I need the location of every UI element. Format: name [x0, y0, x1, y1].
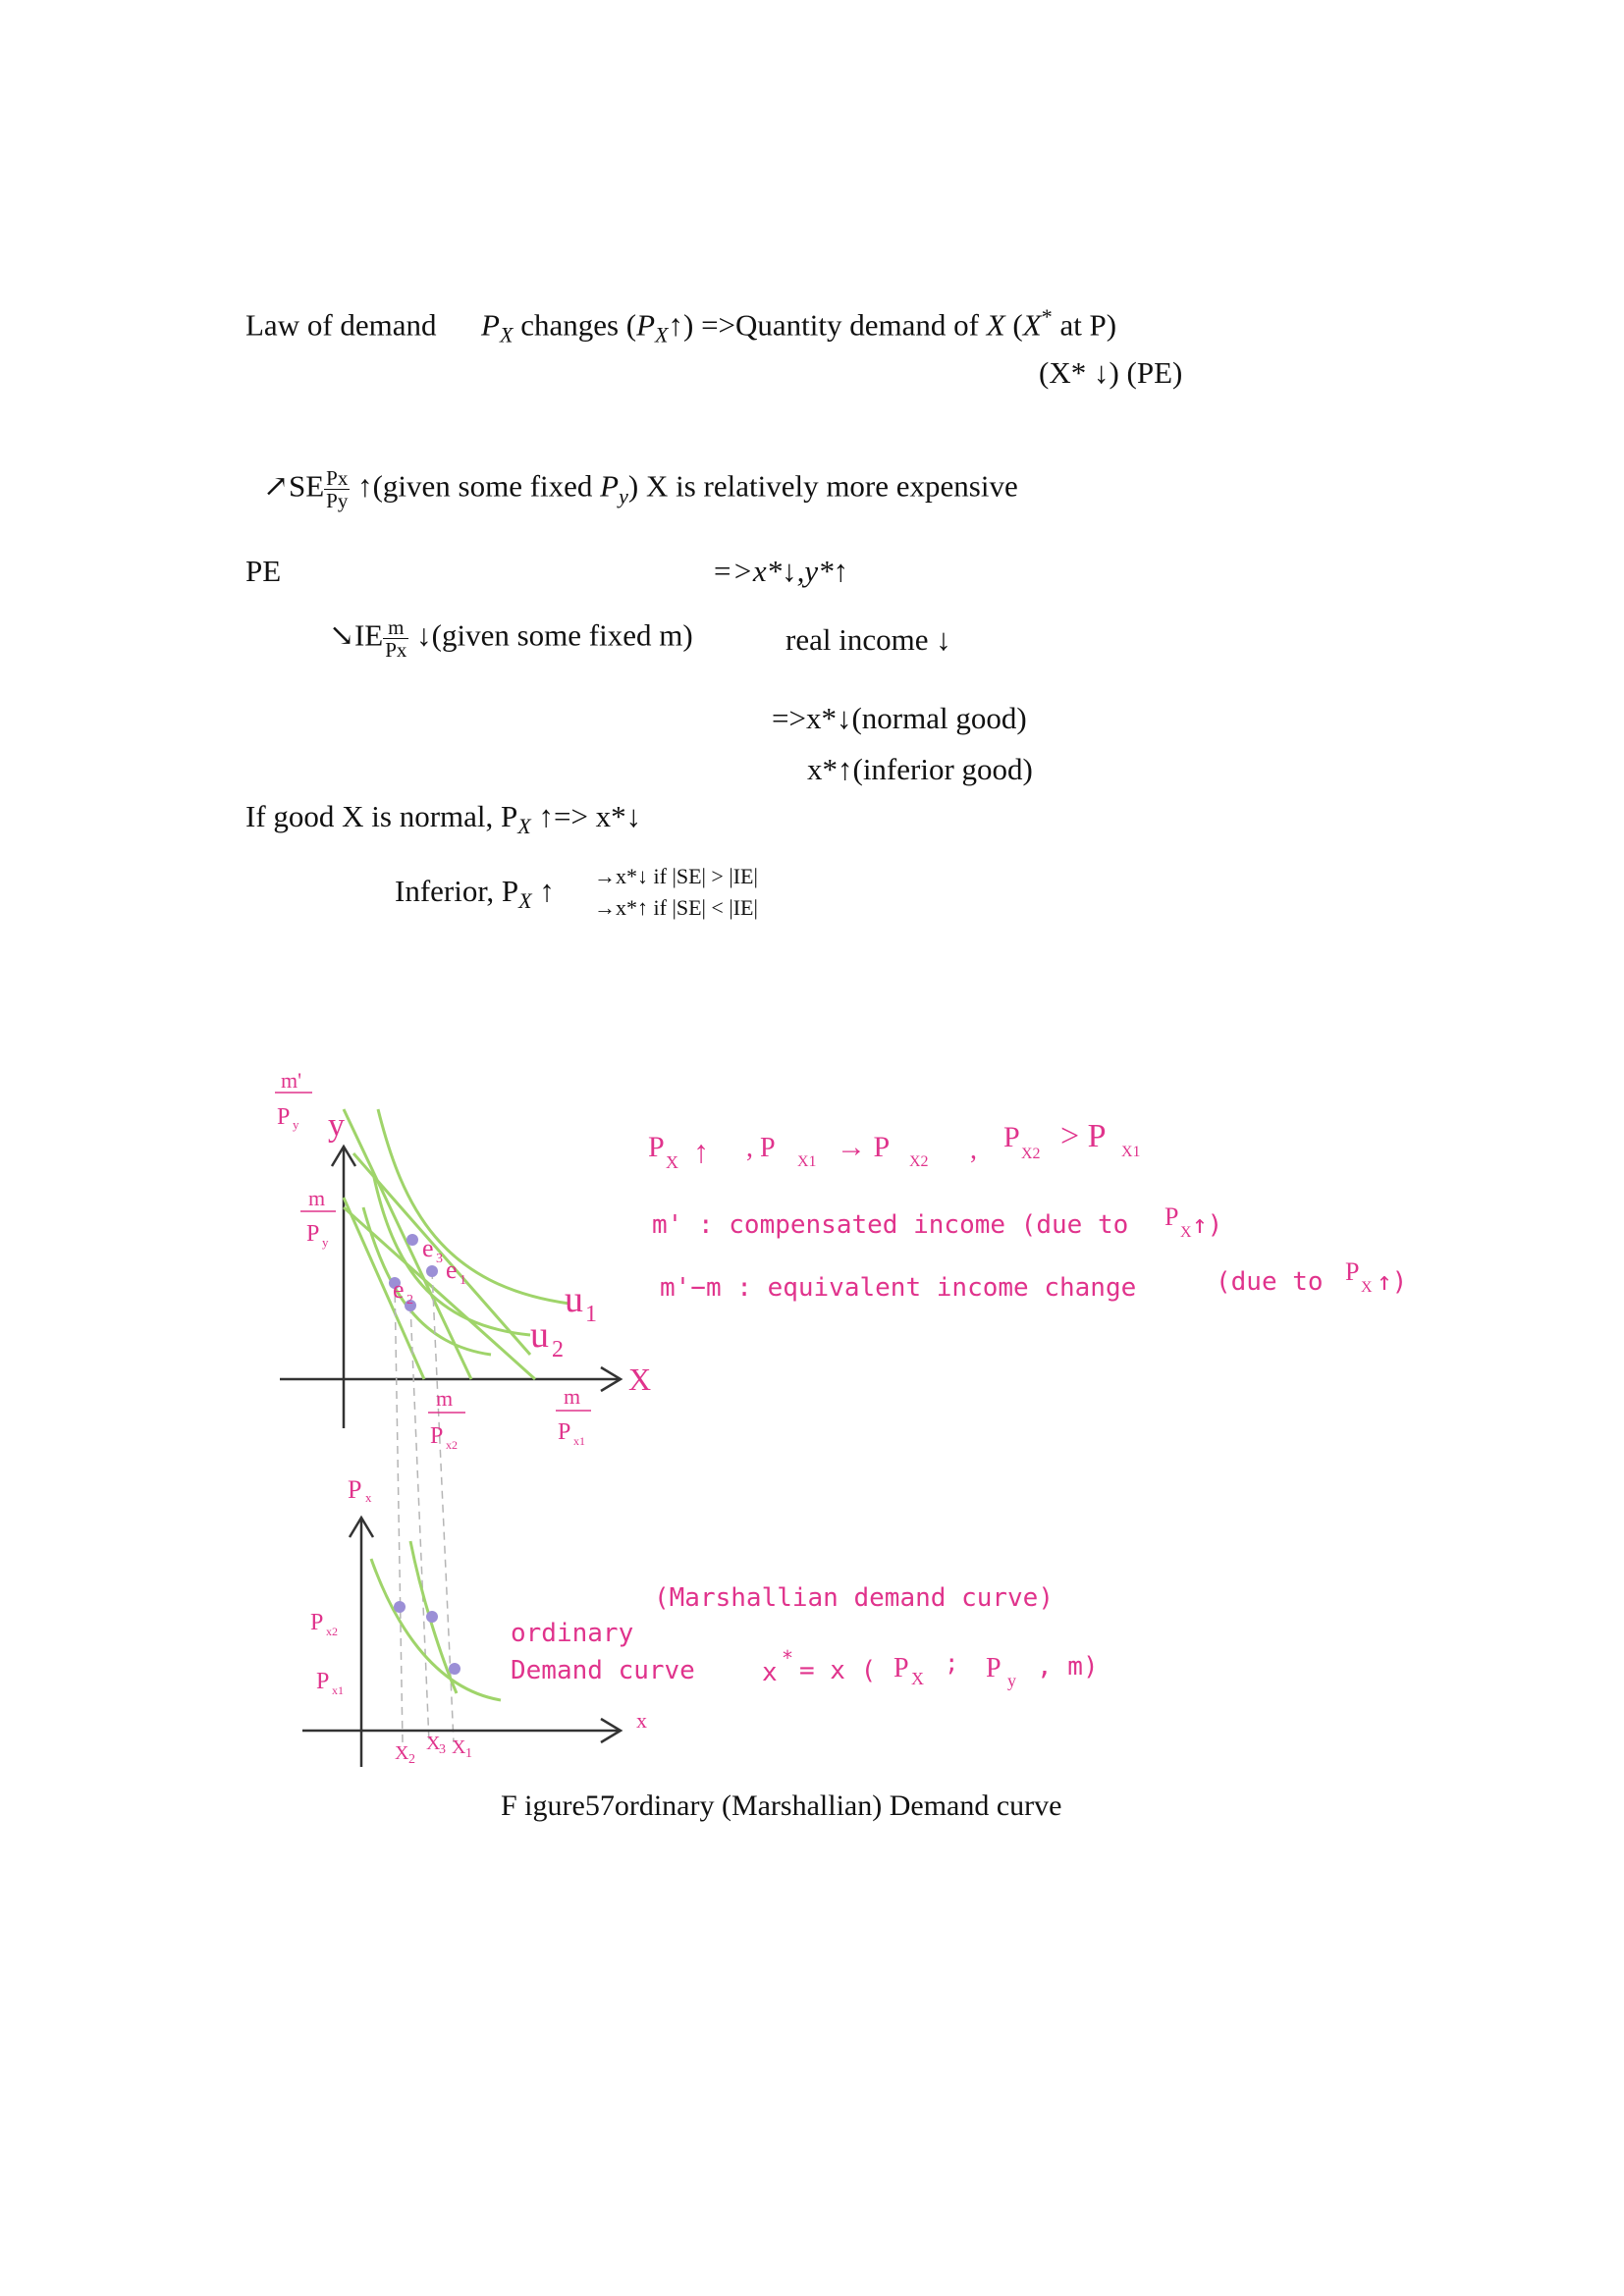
demand-curve: [371, 1559, 501, 1700]
svg-text:3: 3: [436, 1252, 443, 1266]
svg-text:2: 2: [406, 1293, 413, 1308]
dash-x2: [395, 1281, 403, 1742]
svg-text:X: X: [426, 1733, 441, 1754]
svg-text:m' : compensated income (due t: m' : compensated income (due to: [652, 1210, 1129, 1240]
svg-text:m: m: [436, 1386, 454, 1411]
label-lower-x-axis: x: [636, 1708, 647, 1733]
label-px2: [310, 1610, 338, 1638]
svg-text:X1: X1: [797, 1153, 817, 1170]
svg-text:, m): , m): [1037, 1652, 1099, 1682]
substitution-effect-line: ↗SE $\frac{Px}{Py}$ ↑(given some fixed $P_y$) X is relatively more expensive: [263, 466, 1018, 513]
pe-label: PE: [245, 554, 282, 588]
dot-px1-x1: [449, 1663, 460, 1675]
svg-text:X2: X2: [909, 1153, 929, 1170]
svg-text:x: x: [762, 1658, 778, 1687]
svg-text:→ P: → P: [837, 1131, 891, 1163]
svg-text:↑): ↑): [1192, 1210, 1223, 1240]
label-demand-curve: Demand curve: [511, 1656, 695, 1685]
svg-text:m': m': [281, 1068, 302, 1093]
svg-text:2: 2: [552, 1337, 564, 1362]
svg-text:P: P: [430, 1423, 444, 1449]
dot-px2-x3: [426, 1611, 438, 1623]
svg-text:m'−m : equivalent income chang: m'−m : equivalent income change: [660, 1273, 1137, 1303]
svg-text:X: X: [395, 1742, 409, 1764]
svg-text:m: m: [564, 1384, 581, 1409]
label-px1: [316, 1669, 344, 1697]
svg-text:P: P: [558, 1419, 571, 1445]
normal-good-line: =>x*↓(normal good): [772, 701, 1027, 735]
svg-text:↑: ↑: [693, 1134, 709, 1169]
label-u1: [565, 1279, 597, 1327]
svg-text:X1: X1: [1121, 1144, 1141, 1160]
svg-text:> P: > P: [1060, 1118, 1107, 1154]
svg-text:e: e: [422, 1234, 434, 1262]
m-over-px-fraction: $\frac{m}{Px}$: [385, 615, 407, 663]
dot-e3: [406, 1234, 418, 1246]
if-good-normal-line: If good X is normal, $P_X$ ↑=> x*↓: [245, 799, 642, 839]
indifference-curve-u1: [378, 1109, 569, 1304]
label-x1: [452, 1736, 472, 1761]
svg-text:u: u: [565, 1279, 583, 1320]
inferior-case-2: →x*↑ if |SE| < |IE|: [594, 895, 758, 920]
svg-text:1: 1: [585, 1302, 597, 1327]
svg-text:x2: x2: [326, 1625, 338, 1638]
notes-line-2: [652, 1202, 1222, 1241]
svg-text:3: 3: [439, 1742, 446, 1757]
pe-result: =>x*↓,y*↑: [712, 554, 849, 588]
notes-line-3: [660, 1257, 1407, 1303]
svg-text:= x (: = x (: [799, 1656, 877, 1685]
svg-text:x: x: [365, 1490, 372, 1505]
label-marshallian: (Marshallian demand curve): [654, 1583, 1054, 1613]
svg-text:X: X: [911, 1669, 924, 1688]
svg-text:P: P: [316, 1669, 330, 1694]
svg-text:P: P: [986, 1653, 1001, 1683]
svg-text:P: P: [1164, 1202, 1179, 1231]
svg-text:P: P: [648, 1131, 665, 1163]
svg-text:P: P: [348, 1475, 362, 1504]
svg-text:X: X: [666, 1152, 678, 1172]
income-effect-line: ↘IE $\frac{m}{Px}$ ↓(given some fixed m): [329, 615, 693, 663]
svg-text:*: *: [782, 1646, 794, 1670]
svg-text:e: e: [393, 1275, 405, 1304]
label-lower-y-axis: [348, 1475, 372, 1505]
svg-text:2: 2: [408, 1752, 415, 1767]
svg-text:P: P: [310, 1610, 324, 1635]
svg-text:x2: x2: [446, 1438, 458, 1452]
label-y-axis: y: [328, 1107, 345, 1144]
real-income-text: real income ↓: [785, 622, 951, 657]
svg-text:P: P: [277, 1104, 291, 1130]
inferior-good-line: x*↑(inferior good): [807, 752, 1033, 786]
dot-e1: [426, 1265, 438, 1277]
svg-text:X: X: [1361, 1279, 1373, 1296]
law-of-demand-line: Law of demand $P_X$ changes $(P_X↑)$ =>Quantity demand of X (X* at P): [245, 304, 1117, 347]
svg-text:m: m: [308, 1186, 326, 1210]
svg-text:1: 1: [465, 1746, 472, 1761]
svg-text:,: ,: [970, 1135, 977, 1165]
svg-text:y: y: [293, 1117, 299, 1132]
label-m-over-px1: [556, 1384, 591, 1448]
demand-formula: [762, 1646, 1099, 1690]
svg-text:x1: x1: [332, 1683, 344, 1697]
label-x2: [395, 1742, 415, 1767]
svg-text:1: 1: [460, 1273, 466, 1288]
label-x3: [426, 1733, 446, 1757]
guide-dashes: [395, 1271, 454, 1742]
label-mprime-over-py: [275, 1068, 312, 1132]
dot-px2-x2: [394, 1601, 406, 1613]
label-u2: [530, 1314, 564, 1362]
svg-text:X: X: [1180, 1224, 1192, 1241]
label-ordinary: ordinary: [511, 1619, 634, 1648]
svg-text:y: y: [1007, 1671, 1016, 1690]
label-m-over-py: [300, 1186, 336, 1250]
notes-line-1: [648, 1118, 1141, 1172]
label-e2: [393, 1275, 413, 1308]
label-m-over-px2: [428, 1386, 465, 1452]
law-label: Law of demand: [245, 307, 437, 343]
inferior-line: Inferior, $P_X$ ↑: [395, 874, 555, 914]
svg-text:e: e: [446, 1255, 458, 1284]
svg-text:P: P: [893, 1653, 909, 1683]
svg-text:X: X: [452, 1736, 466, 1758]
svg-text:P: P: [1345, 1257, 1360, 1286]
svg-text:u: u: [530, 1314, 549, 1356]
label-e1: [446, 1255, 466, 1288]
label-x-axis: X: [628, 1362, 652, 1397]
svg-text:y: y: [322, 1235, 329, 1250]
figure-caption: F igure57ordinary (Marshallian) Demand curve: [501, 1789, 1062, 1822]
svg-text:;: ;: [945, 1649, 959, 1677]
svg-text:(due to: (due to: [1216, 1267, 1324, 1297]
svg-text:P: P: [1003, 1121, 1020, 1153]
svg-text:, P: , P: [746, 1133, 776, 1163]
svg-text:↑): ↑): [1377, 1267, 1408, 1297]
svg-text:X2: X2: [1021, 1146, 1041, 1162]
svg-text:x1: x1: [573, 1434, 585, 1448]
inferior-case-1: →x*↓ if |SE| > |IE|: [594, 864, 758, 888]
svg-text:P: P: [306, 1221, 320, 1247]
px-over-py-fraction: $\frac{Px}{Py}$: [326, 466, 349, 513]
law-line-2: (X* ↓) (PE): [1039, 355, 1183, 390]
